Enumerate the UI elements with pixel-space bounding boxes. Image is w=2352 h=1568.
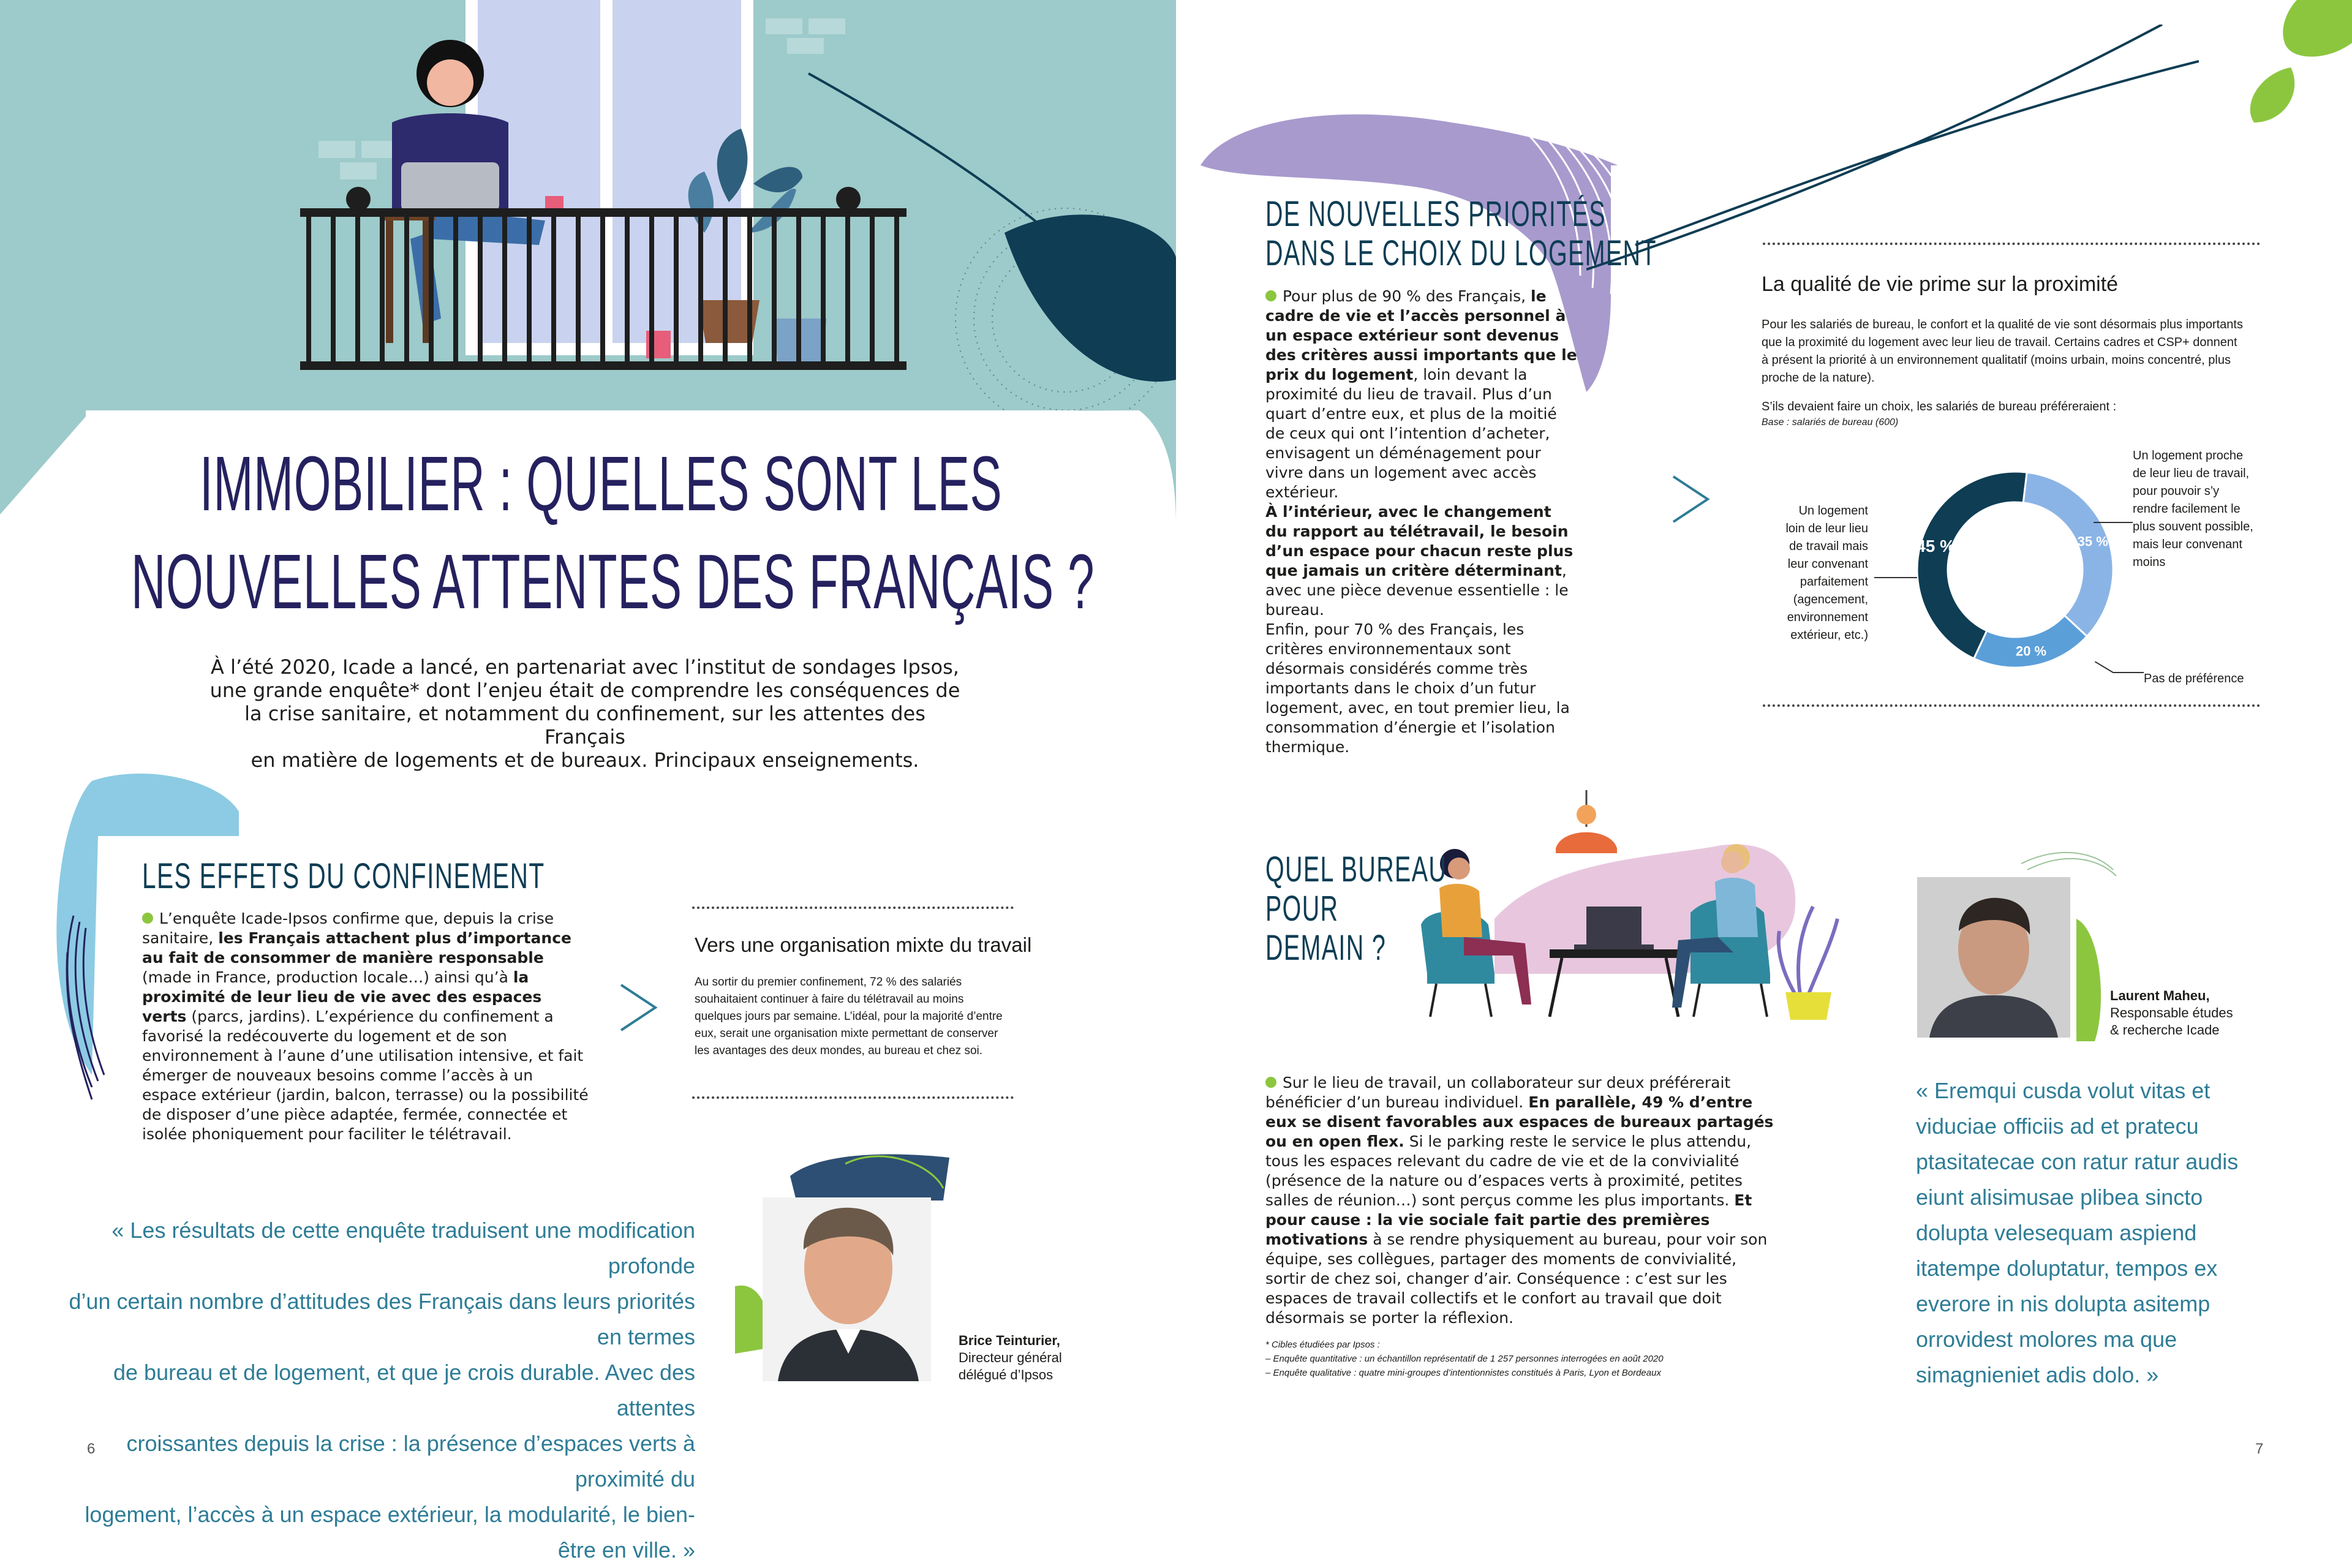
qualite-question: S’ils devaient faire un choix, les salariés de bureau préféreraient :: [1762, 400, 2117, 413]
quote-right-role-1: Responsable études: [2110, 1005, 2233, 1020]
portrait-laurent-maheu: [1911, 845, 2119, 1047]
chart-label-bottom: Pas de préférence: [2144, 672, 2244, 685]
quote-right-line-4: eiunt alisimusae plibea sincto: [1916, 1185, 2203, 1210]
donut-value-label-1: 20 %: [2015, 643, 2047, 659]
donut-slice-1: [1974, 616, 2087, 668]
chart-label-left-line: extérieur, etc.): [1790, 628, 1868, 642]
bullet-dot: [1265, 290, 1276, 301]
page-number-left: 6: [87, 1441, 96, 1457]
bullet-dot: [1265, 1077, 1276, 1088]
intro-line-3: la crise sanitaire, et notamment du confinement, sur les attentes des Français: [244, 702, 925, 748]
quote-right-role-2: & recherche Icade: [2110, 1022, 2220, 1038]
chevron-right-icon-2: [1670, 472, 1713, 529]
quote-left-role-1: Directeur général: [959, 1350, 1062, 1365]
chart-label-right: [2133, 447, 2274, 571]
chart-label-left: [1752, 502, 1868, 644]
chart-label-left-line: Un logement: [1798, 504, 1868, 518]
footnote-line-2: – Enquête quantitative : un échantillon représentatif de 1 257 personnes interrogées en août 2020: [1265, 1354, 1664, 1364]
mixte-body: Au sortir du premier confinement, 72 % des salariés souhaitaient continuer à faire du télétravail au moins quelques jours par semaine. L’idéal, pour la majorité d’entre eux, serait une organisation mixte permettant de conserver les avantages des deux mondes, au bureau et chez soi.: [695, 976, 1003, 1057]
quote-right-line-6: itatempe doluptatur, tempos ex: [1916, 1256, 2218, 1281]
quote-left-line-3: de bureau et de logement, et que je crois durable. Avec des attentes: [113, 1360, 695, 1420]
chart-label-right-line: plus souvent possible,: [2133, 520, 2253, 533]
portrait-brice-teinturier: [735, 1152, 949, 1384]
donut-chart: [1911, 466, 2119, 674]
chart-label-right-line: rendre facilement le: [2133, 502, 2241, 516]
donut-slice-2: [1917, 472, 2027, 658]
page-title-line-2: NOUVELLES ATTENTES DES FRANÇAIS ?: [131, 538, 1095, 625]
chart-label-right-line: Un logement proche: [2133, 449, 2244, 462]
chart-label-left-line: leur convenant: [1787, 557, 1868, 571]
chart-leader-bottom: [2095, 662, 2144, 675]
quote-left: [55, 1213, 695, 1568]
page-number-right: 7: [2255, 1441, 2264, 1457]
quote-right-attribution: [2110, 987, 2233, 1039]
effets-heading: LES EFFETS DU CONFINEMENT: [142, 856, 545, 896]
intro-line-1: À l’été 2020, Icade a lancé, en partenariat avec l’institut de sondages Ipsos,: [211, 655, 959, 679]
quote-right-line-3: ptasitatecae con ratur ratur audis: [1916, 1149, 2239, 1174]
mixte-top-divider: [692, 907, 1014, 909]
qualite-body: Pour les salariés de bureau, le confort et la qualité de vie sont désormais plus importants que la proximité du logement avec leur lieu de travail. Certains cadres et CSP+ donnent à présent la priorité à un environnement qualitatif (moins urbain, moins concentré, plus proche de la nature).: [1762, 318, 2243, 385]
green-leaves-decoration: [2217, 0, 2352, 141]
donut-slice-0: [2023, 472, 2113, 636]
priorites-heading-line-2: DANS LE CHOIX DU LOGEMENT: [1265, 233, 1657, 273]
quote-right-line-1: « Eremqui cusda volut vitas et: [1916, 1078, 2211, 1103]
bullet-dot: [142, 913, 153, 924]
effets-paragraph: L’enquête Icade-Ipsos confirme que, depuis la crise sanitaire, les Français attachent plus d’importance au fait de consommer de manière responsable (made in France, production locale…) ainsi qu’à la proximité de leur lieu de vie avec des espaces verts (parcs, jardins). L’expérience du confinement a favorisé la redécouverte du logement et de son environnement à l’aune d’une utilisation intensive, et fait émerger de nouveaux besoins comme l’accès à un espace extérieur (jardin, balcon, terrasse) ou la possibilité de disposer d’une pièce adaptée, fermée, connectée et isolée phoniquement pour faciliter le télétravail.: [142, 910, 589, 1143]
intro-line-2: une grande enquête* dont l’enjeu était de comprendre les conséquences de: [209, 679, 960, 702]
bureau-heading-line-2: POUR: [1265, 889, 1339, 929]
quote-left-attribution: [959, 1332, 1062, 1384]
quote-right-line-2: viduciae officiis ad et pratecu: [1916, 1114, 2199, 1139]
quote-left-line-1: « Les résultats de cette enquête traduisent une modification profonde: [111, 1218, 695, 1278]
bureau-heading-line-3: DEMAIN ?: [1265, 928, 1387, 968]
chart-label-left-line: (agencement,: [1793, 593, 1868, 606]
mixte-bottom-divider: [692, 1096, 1014, 1099]
footnote-line-3: – Enquête qualitative : quatre mini-groupes d’intentionnistes constitués à Paris, Lyon et Bordeaux: [1265, 1368, 1661, 1378]
intro-paragraph: [202, 655, 968, 772]
qualite-bottom-divider: [1763, 704, 2260, 707]
quote-right-line-8: orrovidest molores ma que: [1916, 1327, 2177, 1352]
bureau-heading-line-1: QUEL BUREAU: [1265, 850, 1447, 889]
chart-label-left-line: environnement: [1787, 611, 1868, 624]
chart-label-left-line: loin de leur lieu: [1785, 522, 1868, 535]
qualite-top-divider: [1763, 243, 2260, 245]
donut-value-label-0: 35 %: [2077, 533, 2108, 549]
chart-label-right-line: mais leur convenant: [2133, 538, 2242, 551]
office-illustration: [1403, 790, 1844, 1023]
chart-label-left-line: parfaitement: [1800, 575, 1868, 589]
chart-label-left-line: de travail mais: [1789, 540, 1868, 553]
chart-label-right-line: de leur lieu de travail,: [2133, 467, 2250, 480]
donut-chart-svg: [1911, 466, 2119, 674]
quote-left-line-2: d’un certain nombre d’attitudes des Français dans leurs priorités en termes: [69, 1289, 695, 1349]
page-title-line-1: IMMOBILIER : QUELLES SONT LES: [200, 440, 1003, 527]
quote-right-line-5: dolupta velesequam aspiend: [1916, 1220, 2197, 1245]
qualite-title: La qualité de vie prime sur la proximité: [1762, 273, 2119, 296]
quote-right-line-7: everore in nis dolupta asitemp: [1916, 1291, 2211, 1316]
donut-value-label-2: 45 %: [1916, 537, 1956, 556]
quote-left-line-5: logement, l’accès à un espace extérieur, la modularité, le bien-être en ville. »: [85, 1502, 695, 1562]
priorites-heading-line-1: DE NOUVELLES PRIORITÉS: [1265, 194, 1606, 234]
intro-line-4: en matière de logements et de bureaux. Principaux enseignements.: [251, 748, 919, 772]
quote-left-line-4: croissantes depuis la crise : la présence d’espaces verts à proximité du: [126, 1431, 695, 1491]
mixte-title: Vers une organisation mixte du travail: [695, 933, 1032, 956]
bureau-paragraph: Sur le lieu de travail, un collaborateur sur deux préférerait bénéficier d’un bureau individuel. En parallèle, 49 % d’entre eux se disent favorables aux espaces de bureaux partagés ou en open flex. Si le parking reste le service le plus attendu, tous les espaces relevant du cadre de vie et de la convivialité (présence de la nature ou d’espaces verts à proximité, petites salles de réunion…) sont perçus comme les plus importants. Et pour cause : la vie sociale fait partie des premières motivations à se rendre physiquement au bureau, pour voir son équipe, ses collègues, partager des moments de convivialité, sortir de chez soi, changer d’air. Conséquence : c’est sur les espaces de travail collectifs et le confort au travail que doit désormais se porter la réflexion.: [1265, 1074, 1774, 1327]
quote-right-line-9: simagnieniet adis dolo. »: [1916, 1362, 2159, 1387]
chevron-right-icon: [617, 980, 660, 1038]
chart-label-right-line: moins: [2133, 556, 2166, 569]
chart-leader-right: [2094, 514, 2133, 517]
qualite-base: Base : salariés de bureau (600): [1762, 417, 1899, 428]
quote-right-name: Laurent Maheu,: [2110, 988, 2210, 1003]
footnote: [1265, 1338, 1768, 1380]
quote-left-name: Brice Teinturier,: [959, 1333, 1060, 1348]
quote-left-role-2: délégué d’Ipsos: [959, 1367, 1054, 1382]
priorites-paragraph: Pour plus de 90 % des Français, le cadre de vie et l’accès personnel à un espace extérieur sont devenus des critères aussi importants que le prix du logement, loin devant la proximité du lieu de travail. Plus d’un quart d’entre eux, et plus de la moitié de ceux qui ont l’intention d’acheter, envisagent un déménagement pour vivre dans un logement avec accès extérieur. À l’intérieur, avec le changement du rapport au télétravail, le besoin d’un espace pour chacun reste plus que jamais un critère déterminant, avec une pièce devenue essentielle : le bureau. Enfin, pour 70 % des Français, les critères environnementaux sont désormais considérés comme très importants dans le choix d’un futur logement, avec, en tout premier lieu, la consommation d’énergie et l’isolation thermique.: [1265, 287, 1577, 756]
quote-right: [1916, 1073, 2296, 1393]
footnote-line-1: * Cibles étudiées par Ipsos :: [1265, 1340, 1380, 1350]
chart-label-right-line: pour pouvoir s’y: [2133, 484, 2220, 498]
chart-leader-left: [1874, 570, 1917, 572]
